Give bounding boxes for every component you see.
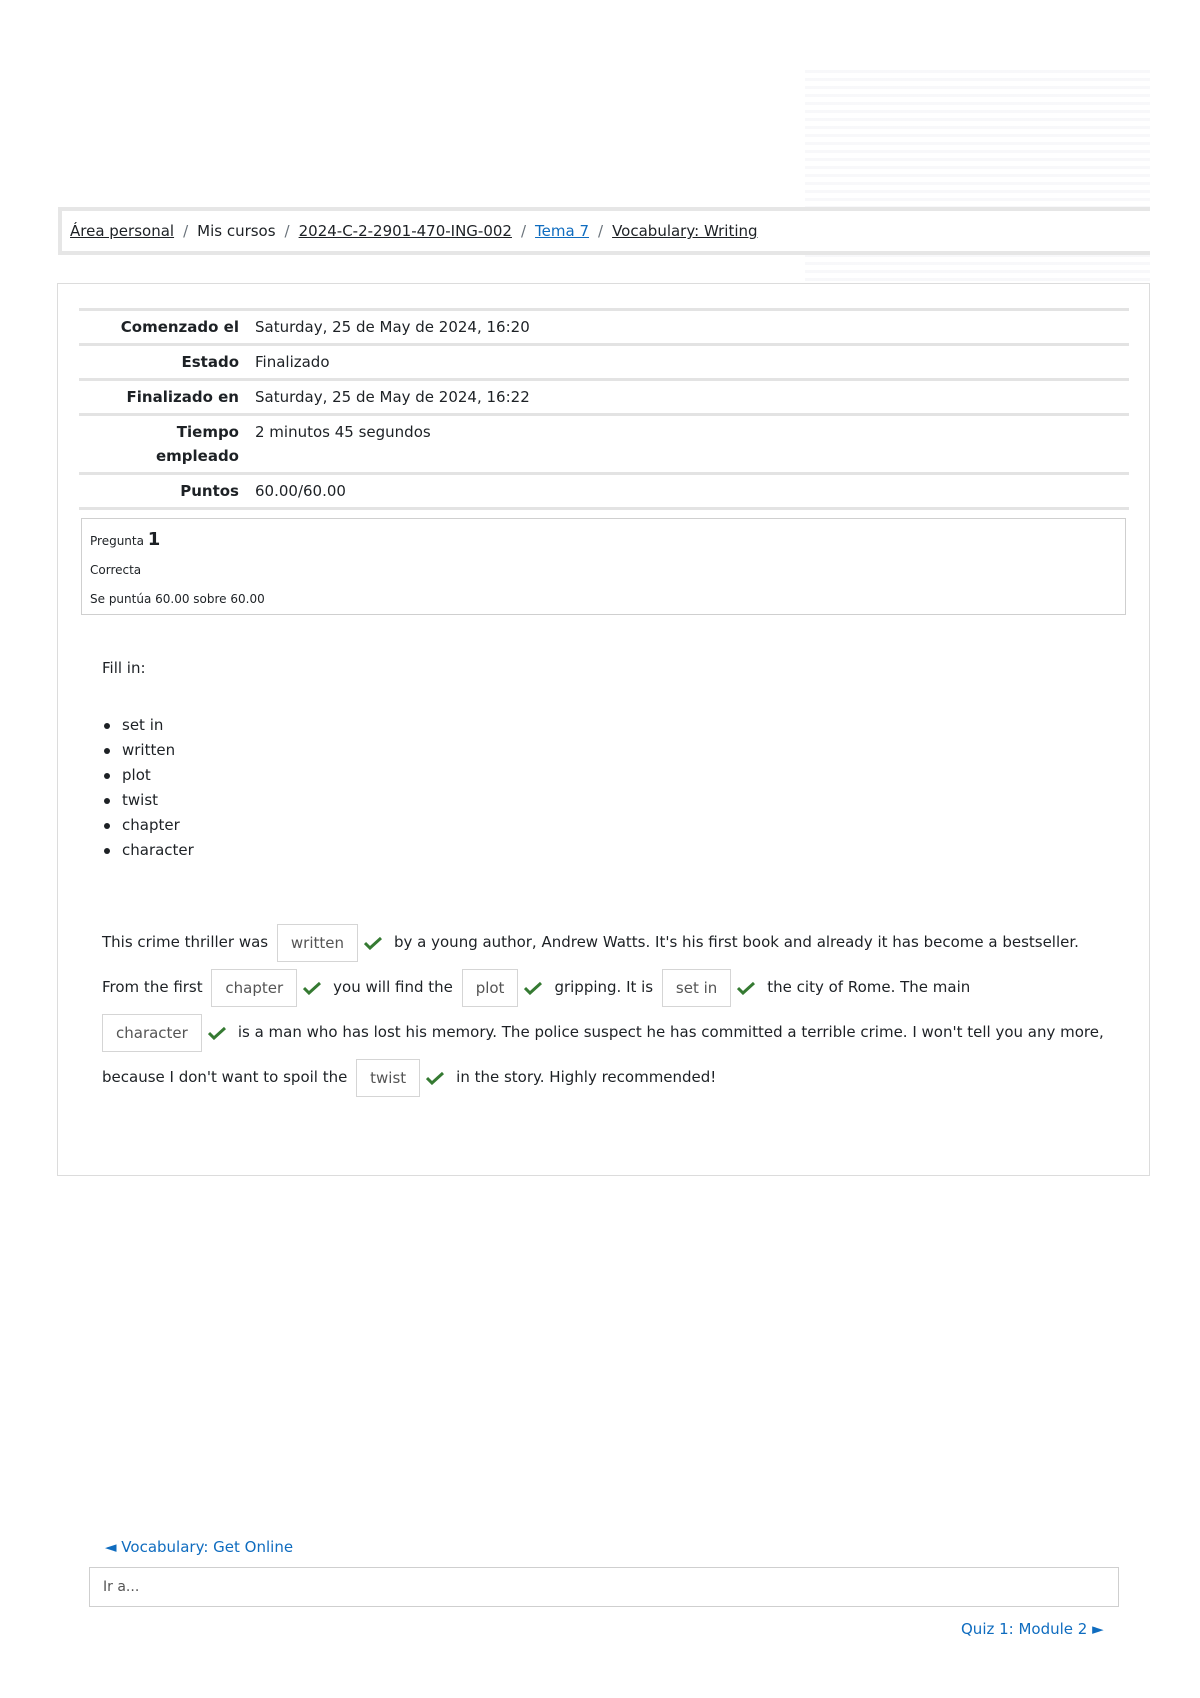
- check-icon: [208, 1026, 226, 1040]
- next-activity-link[interactable]: Quiz 1: Module 2 ►: [961, 1620, 1104, 1638]
- breadcrumb-course[interactable]: 2024-C-2-2901-470-ING-002: [298, 222, 512, 240]
- breadcrumb-tema[interactable]: Tema 7: [535, 222, 590, 240]
- finished-label: Finalizado en: [126, 388, 239, 406]
- breadcrumb: [58, 207, 1150, 255]
- passage-text: gripping. It is: [554, 978, 654, 996]
- question-label: Pregunta: [90, 534, 144, 548]
- question-instruction: Fill in:: [102, 659, 146, 677]
- quiz-review-card: [57, 283, 1150, 1176]
- jump-to-select[interactable]: Ir a...: [89, 1567, 1119, 1607]
- check-icon: [737, 981, 755, 995]
- list-item: chapter: [102, 813, 1112, 838]
- check-icon: [364, 936, 382, 950]
- started-value: Saturday, 25 de May de 2024, 16:20: [255, 318, 530, 336]
- summary-row-state: [79, 345, 1129, 380]
- list-item: twist: [102, 788, 1112, 813]
- state-value: Finalizado: [255, 353, 330, 371]
- breadcrumb-separator: /: [520, 222, 527, 240]
- attempt-summary-table: [79, 308, 1129, 542]
- check-icon: [303, 981, 321, 995]
- list-item: character: [102, 838, 1112, 863]
- summary-row-started: [79, 310, 1129, 345]
- started-label: Comenzado el: [120, 318, 239, 336]
- passage-text: you will find the: [333, 978, 453, 996]
- list-item: plot: [102, 763, 1112, 788]
- breadcrumb-mis-cursos: Mis cursos: [197, 222, 276, 240]
- breadcrumb-quiz[interactable]: Vocabulary: Writing: [612, 222, 758, 240]
- question-number: 1: [147, 529, 161, 550]
- gap-answer-5[interactable]: character: [102, 1014, 202, 1052]
- passage-text: the city of Rome. The main: [767, 978, 971, 996]
- passage-text: This crime thriller was: [102, 933, 269, 951]
- time-label-line1: Tiempo: [176, 423, 239, 441]
- list-item: set in: [102, 713, 1112, 738]
- check-icon: [426, 1071, 444, 1085]
- breadcrumb-separator: /: [598, 222, 604, 240]
- state-label: Estado: [181, 353, 239, 371]
- summary-row-points: [79, 474, 1129, 509]
- fill-in-passage: [102, 920, 1112, 1100]
- gap-answer-3[interactable]: plot: [462, 969, 519, 1007]
- passage-text: by a young author, Andrew Watts. It's his first book and already it has become a bestseller.: [394, 933, 1079, 951]
- points-value: 60.00/60.00: [255, 482, 346, 500]
- breadcrumb-separator: /: [183, 222, 189, 240]
- gap-answer-1[interactable]: written: [277, 924, 358, 962]
- passage-text: is a man who has lost his memory. The police suspect he has committed a terrible crime. I won't tell you any more,: [237, 1023, 1104, 1041]
- summary-row-finished: [79, 380, 1129, 415]
- finished-value: Saturday, 25 de May de 2024, 16:22: [255, 388, 530, 406]
- gap-answer-4[interactable]: set in: [662, 969, 731, 1007]
- previous-activity-link[interactable]: ◄ Vocabulary: Get Online: [105, 1538, 294, 1556]
- gap-answer-6[interactable]: twist: [356, 1059, 420, 1097]
- breadcrumb-area-personal[interactable]: Área personal: [70, 222, 175, 240]
- passage-text: From the first: [102, 978, 203, 996]
- list-item: written: [102, 738, 1112, 763]
- gap-answer-2[interactable]: chapter: [211, 969, 297, 1007]
- time-value: 2 minutos 45 segundos: [255, 423, 431, 441]
- question-score: Se puntúa 60.00 sobre 60.00: [90, 592, 265, 606]
- breadcrumb-separator: /: [284, 222, 290, 240]
- question-info-box: [81, 518, 1126, 615]
- word-list: [102, 713, 1112, 863]
- question-status: Correcta: [90, 563, 142, 577]
- points-label: Puntos: [180, 482, 239, 500]
- question-text: [102, 659, 1112, 863]
- check-icon: [524, 981, 542, 995]
- time-label-line2: empleado: [155, 447, 239, 465]
- summary-row-time: [79, 415, 1129, 474]
- passage-text: in the story. Highly recommended!: [456, 1068, 717, 1086]
- time-label: [79, 415, 251, 474]
- passage-text: because I don't want to spoil the: [102, 1068, 348, 1086]
